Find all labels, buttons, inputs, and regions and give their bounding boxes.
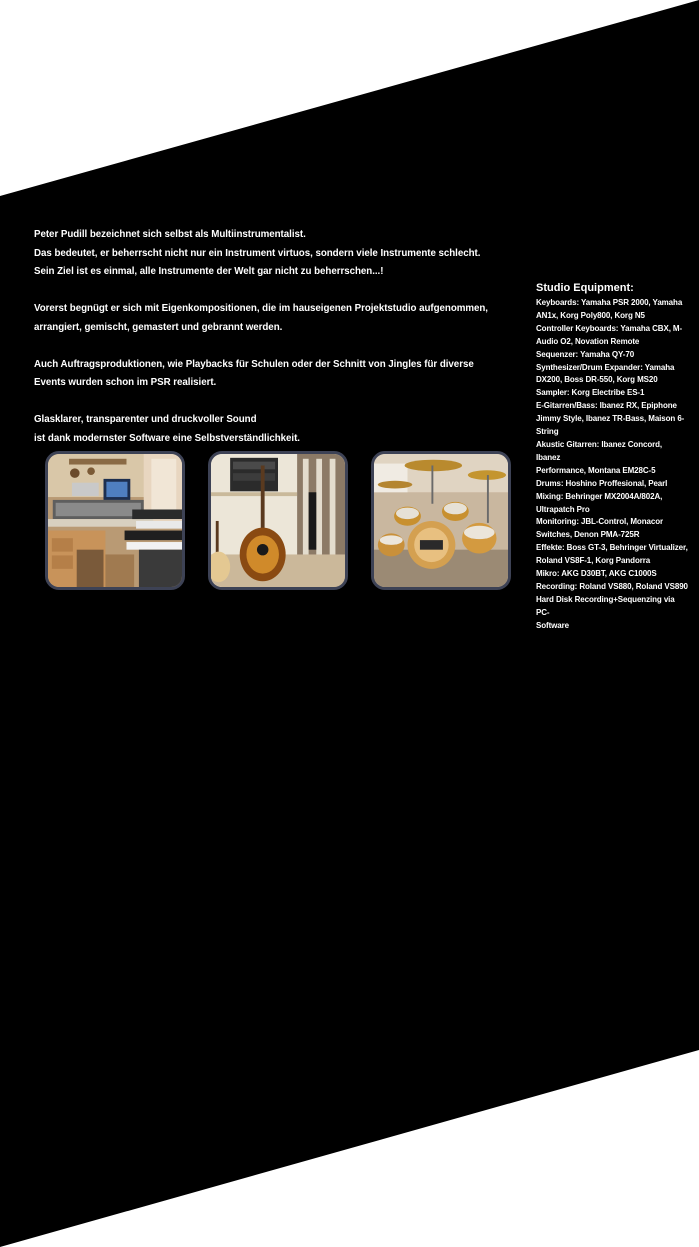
equipment-line: Monitoring: JBL-Control, Monacor — [536, 517, 664, 527]
studio-photo[interactable] — [45, 451, 185, 590]
equipment-line: Jimmy Style, Ibanez TR-Bass, Maison 6- — [536, 414, 685, 424]
equipment-line: E-Gitarren/Bass: Ibanez RX, Epiphone — [536, 401, 677, 411]
intro-line: Peter Pudill bezeichnet sich selbst als Multiinstrumentalist. — [34, 228, 306, 240]
equipment-line: Keyboards: Yamaha PSR 2000, Yamaha — [536, 298, 683, 307]
intro-text — [34, 225, 488, 447]
studio-photo-image — [48, 454, 182, 587]
equipment-line: Sampler: Korg Electribe ES-1 — [536, 388, 645, 398]
intro-line: Vorerst begnügt er sich mit Eigenkompositionen, die im hauseigenen Projektstudio aufgenommen, — [34, 302, 488, 314]
equipment-line: Software — [536, 620, 569, 630]
guitar-photo[interactable] — [208, 451, 348, 590]
equipment-line: Roland VS8F-1, Korg Pandorra — [536, 556, 651, 566]
guitar-photo-image — [211, 454, 345, 587]
equipment-list — [536, 297, 688, 633]
intro-line: arrangiert, gemischt, gemastert und gebrannt werden. — [34, 320, 283, 333]
intro-line: Events wurden schon im PSR realisiert. — [34, 376, 217, 388]
equipment-line: Switches, Denon PMA-725R — [536, 530, 640, 540]
drums-photo-image — [374, 454, 508, 587]
equipment-line: Mikro: AKG D30BT, AKG C1000S — [536, 569, 657, 579]
equipment-line: Mixing: Behringer MX2004A/802A, — [536, 491, 663, 501]
equipment-line: DX200, Boss DR-550, Korg MS20 — [536, 375, 658, 385]
drums-photo[interactable] — [371, 451, 511, 590]
intro-line: Das bedeutet, er beherrscht nicht nur ein Instrument virtuos, sondern viele Instrumente schlecht. — [34, 246, 481, 259]
intro-line: Glasklarer, transparenter und druckvoller Sound — [34, 413, 257, 425]
equipment-line: AN1x, Korg Poly800, Korg N5 — [536, 310, 645, 320]
spacer — [34, 281, 480, 300]
equipment-line: Recording: Roland VS880, Roland VS890 — [536, 581, 688, 591]
spacer — [34, 392, 480, 411]
intro-line: Sein Ziel ist es einmal, alle Instrumente der Welt gar nicht zu beherrschen...! — [34, 265, 384, 277]
equipment-line: Drums: Hoshino Proffesional, Pearl — [536, 478, 668, 488]
intro-line: Auch Auftragsproduktionen, wie Playbacks für Schulen oder der Schnitt von Jingles für diverse — [34, 357, 474, 370]
intro-line: ist dank modernster Software eine Selbstverständlichkeit. — [34, 431, 300, 444]
equipment-line: Audio O2, Novation Remote — [536, 336, 640, 346]
equipment-line: Ultrapatch Pro — [536, 504, 590, 514]
equipment-line: Sequenzer: Yamaha QY-70 — [536, 349, 635, 359]
equipment-line: Synthesizer/Drum Expander: Yamaha — [536, 362, 675, 372]
equipment-line: Hard Disk Recording+Sequenzing via PC- — [536, 594, 675, 617]
equipment-line: Controller Keyboards: Yamaha CBX, M- — [536, 323, 683, 333]
equipment-line: Effekte: Boss GT-3, Behringer Virtualizer, — [536, 543, 688, 553]
equipment-line: String — [536, 427, 559, 437]
equipment-title: Studio Equipment: — [536, 282, 634, 294]
studio-equipment — [536, 281, 688, 633]
equipment-line: Performance, Montana EM28C-5 — [536, 465, 656, 475]
spacer — [34, 336, 480, 355]
equipment-line: Akustic Gitarren: Ibanez Concord, Ibanez — [536, 439, 663, 462]
